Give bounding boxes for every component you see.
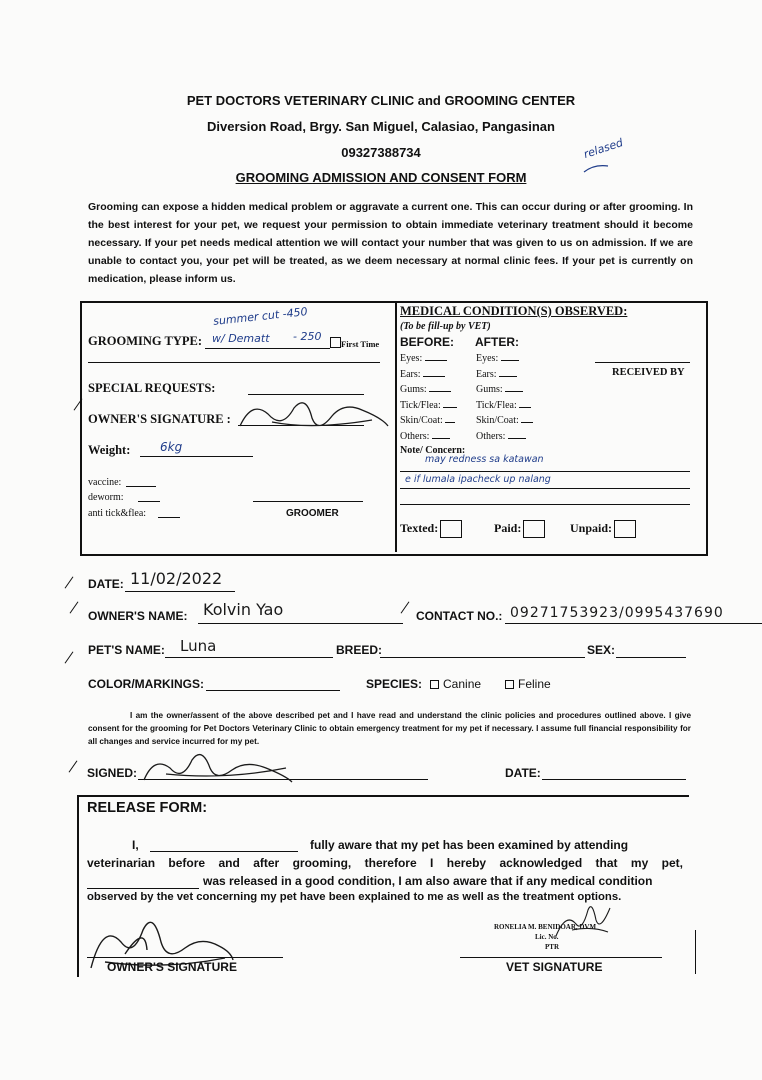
after-item[interactable]: Eyes: — [476, 351, 533, 367]
anti-tick-input[interactable] — [158, 517, 180, 518]
grooming-type-line[interactable] — [205, 348, 330, 349]
contact-input[interactable] — [505, 623, 762, 624]
grooming-type-label: GROOMING TYPE: — [88, 334, 203, 348]
species-row — [366, 677, 481, 691]
after-item[interactable]: Tick/Flea: — [476, 398, 533, 414]
released-underline — [582, 162, 610, 176]
first-time-checkbox[interactable] — [330, 337, 341, 348]
unpaid-checkbox[interactable] — [614, 520, 636, 538]
release-vet-sig-label: VET SIGNATURE — [506, 960, 603, 974]
signed-label: SIGNED: — [87, 766, 138, 780]
contact-label: CONTACT NO.: — [416, 609, 503, 623]
note-label: Note/ Concern: — [400, 445, 466, 456]
note-line-2: e if lumala ipacheck up nalang — [405, 474, 551, 485]
check-mark — [69, 760, 78, 772]
texted-checkbox[interactable] — [440, 520, 462, 538]
before-item[interactable]: Gums: — [400, 382, 457, 398]
owner-signature-line-2[interactable] — [87, 957, 283, 958]
paid-checkbox[interactable] — [523, 520, 545, 538]
deworm-label: deworm: — [88, 492, 124, 503]
weight-input[interactable] — [140, 456, 253, 457]
vet-stamp-ptr: PTR — [545, 943, 559, 951]
breed-label: BREED: — [336, 643, 383, 657]
feline-label: Feline — [518, 677, 551, 691]
pet-name-label: PET'S NAME: — [88, 643, 165, 657]
special-requests-input[interactable] — [248, 394, 364, 395]
breed-input[interactable] — [380, 657, 585, 658]
vaccine-label: vaccine: — [88, 477, 122, 488]
note-rule-1[interactable] — [400, 471, 690, 472]
received-by-line[interactable] — [595, 362, 690, 363]
unpaid-label: Unpaid: — [570, 520, 613, 535]
grooming-note: summer cut -450 — [212, 305, 309, 328]
texted-label: Texted: — [400, 520, 439, 535]
released-note: relased — [581, 136, 625, 161]
sex-input[interactable] — [616, 657, 686, 658]
received-by-label: RECEIVED BY — [612, 367, 685, 378]
vet-signature-line[interactable] — [460, 957, 662, 958]
clinic-name: PET DOCTORS VETERINARY CLINIC and GROOMING CENTER — [186, 93, 576, 108]
after-item[interactable]: Ears: — [476, 367, 533, 383]
grooming-type-value: w/ Dematt — [212, 332, 270, 345]
before-item[interactable]: Eyes: — [400, 351, 457, 367]
intro-paragraph: Grooming can expose a hidden medical problem or aggravate a current one. This can occur during or after grooming. In the best interest for your pet, we request your permission to obtain immediate veterinary treatment should it become necessary. If your pet needs medical attention we will contact your number that was given to us on admission. If we are unable to contact you, your pet will be treated, as we deem necessary at normal clinic fees. If your pet is currently on medication, please inform us. — [88, 201, 693, 285]
release-left-border — [77, 795, 79, 977]
release-i: I, — [132, 838, 139, 852]
owner-signature-scribble — [232, 396, 392, 438]
release-text-3: was released in a good condition, I am also aware that if any medical condition — [203, 874, 653, 888]
date-label: DATE: — [88, 577, 124, 591]
date-input[interactable] — [125, 591, 235, 592]
grooming-type-price: - 250 — [293, 330, 322, 343]
before-list — [400, 351, 457, 445]
vet-stamp-lic: Lic. No. — [535, 933, 559, 941]
signed-scribble — [136, 746, 296, 790]
clinic-address: Diversion Road, Brgy. San Miguel, Calasiao, Pangasinan — [207, 119, 555, 134]
after-list — [476, 351, 533, 445]
texted-row — [400, 520, 462, 538]
check-mark — [70, 601, 79, 613]
feline-checkbox[interactable] — [505, 680, 514, 689]
check-mark — [65, 576, 74, 588]
release-title: RELEASE FORM: — [87, 800, 208, 816]
owner-signature-label: OWNER'S SIGNATURE : — [88, 412, 231, 426]
owner-name-label: OWNER'S NAME: — [88, 609, 188, 623]
medical-subtitle: (To be fill-up by VET) — [400, 321, 491, 332]
weight-label: Weight: — [88, 443, 131, 457]
date2-input[interactable] — [542, 779, 686, 780]
consent-paragraph: I am the owner/assent of the above described pet and I have read and understand the clinic policies and procedures outlined above. I give consent for the grooming for Pet Doctors Veterinary Clinic to obtain emergency treatment for my pet if necessary. I assume full financial responsibility for all changes and service incurred for my pet. — [88, 711, 691, 746]
date-value: 11/02/2022 — [130, 569, 223, 588]
owner-name-input[interactable] — [198, 623, 403, 624]
unpaid-row — [570, 520, 636, 538]
after-label: AFTER: — [475, 335, 519, 349]
box-divider — [395, 303, 397, 552]
species-label: SPECIES: — [366, 677, 423, 691]
check-mark — [401, 601, 410, 613]
color-input[interactable] — [206, 690, 340, 691]
medical-title: MEDICAL CONDITION(S) OBSERVED: — [400, 304, 628, 318]
form-title: GROOMING ADMISSION AND CONSENT FORM — [235, 170, 527, 185]
groomer-label: GROOMER — [286, 508, 339, 519]
canine-label: Canine — [443, 677, 482, 691]
release-pet-name-input[interactable] — [87, 888, 199, 889]
note-rule-2[interactable] — [400, 488, 690, 489]
after-item[interactable]: Others: — [476, 429, 533, 445]
owner-name-value: Kolvin Yao — [203, 600, 284, 619]
clinic-phone: 09327388734 — [341, 145, 421, 160]
release-text-1: fully aware that my pet has been examined by attending — [310, 838, 629, 852]
deworm-input[interactable] — [138, 501, 160, 502]
feline-row — [497, 677, 551, 691]
before-item[interactable]: Ears: — [400, 367, 457, 383]
release-top-border — [77, 795, 689, 797]
vet-signature-scribble — [552, 902, 612, 942]
anti-tick-label: anti tick&flea: — [88, 508, 147, 519]
paid-label: Paid: — [494, 520, 522, 535]
before-item[interactable]: Tick/Flea: — [400, 398, 457, 414]
vet-stamp-name: RONELIA M. BENIDOAR, DVM — [494, 923, 597, 931]
weight-value: 6kg — [160, 440, 183, 454]
before-label: BEFORE: — [400, 335, 454, 349]
sex-label: SEX: — [587, 643, 616, 657]
grooming-extra-line — [88, 362, 380, 363]
release-right-border — [695, 930, 696, 974]
release-text-4: observed by the vet concerning my pet have been explained to me as well as the treatment options. — [87, 891, 622, 903]
canine-checkbox[interactable] — [430, 680, 439, 689]
groomer-line[interactable] — [253, 501, 363, 502]
contact-value: 09271753923/0995437690 — [510, 605, 724, 621]
before-item[interactable]: Others: — [400, 429, 457, 445]
after-item[interactable]: Gums: — [476, 382, 533, 398]
after-item[interactable]: Skin/Coat: — [476, 413, 533, 429]
release-owner-name-input[interactable] — [150, 851, 298, 852]
note-line-1: may redness sa katawan — [425, 454, 544, 465]
color-label: COLOR/MARKINGS: — [88, 677, 204, 691]
before-item[interactable]: Skin/Coat: — [400, 413, 457, 429]
first-time-label: First Time — [341, 339, 380, 349]
special-requests-label: SPECIAL REQUESTS: — [88, 381, 216, 395]
check-mark — [65, 651, 74, 663]
pet-name-input[interactable] — [165, 657, 333, 658]
vaccine-input[interactable] — [126, 486, 156, 487]
paid-row — [494, 520, 545, 538]
release-text-2: veterinarian before and after grooming, therefore I hereby acknowledged that my pet, — [87, 856, 683, 870]
pet-name-value: Luna — [180, 637, 217, 655]
date2-label: DATE: — [505, 766, 541, 780]
release-owner-sig-label: OWNER'S SIGNATURE — [107, 960, 237, 974]
note-rule-3[interactable] — [400, 504, 690, 505]
